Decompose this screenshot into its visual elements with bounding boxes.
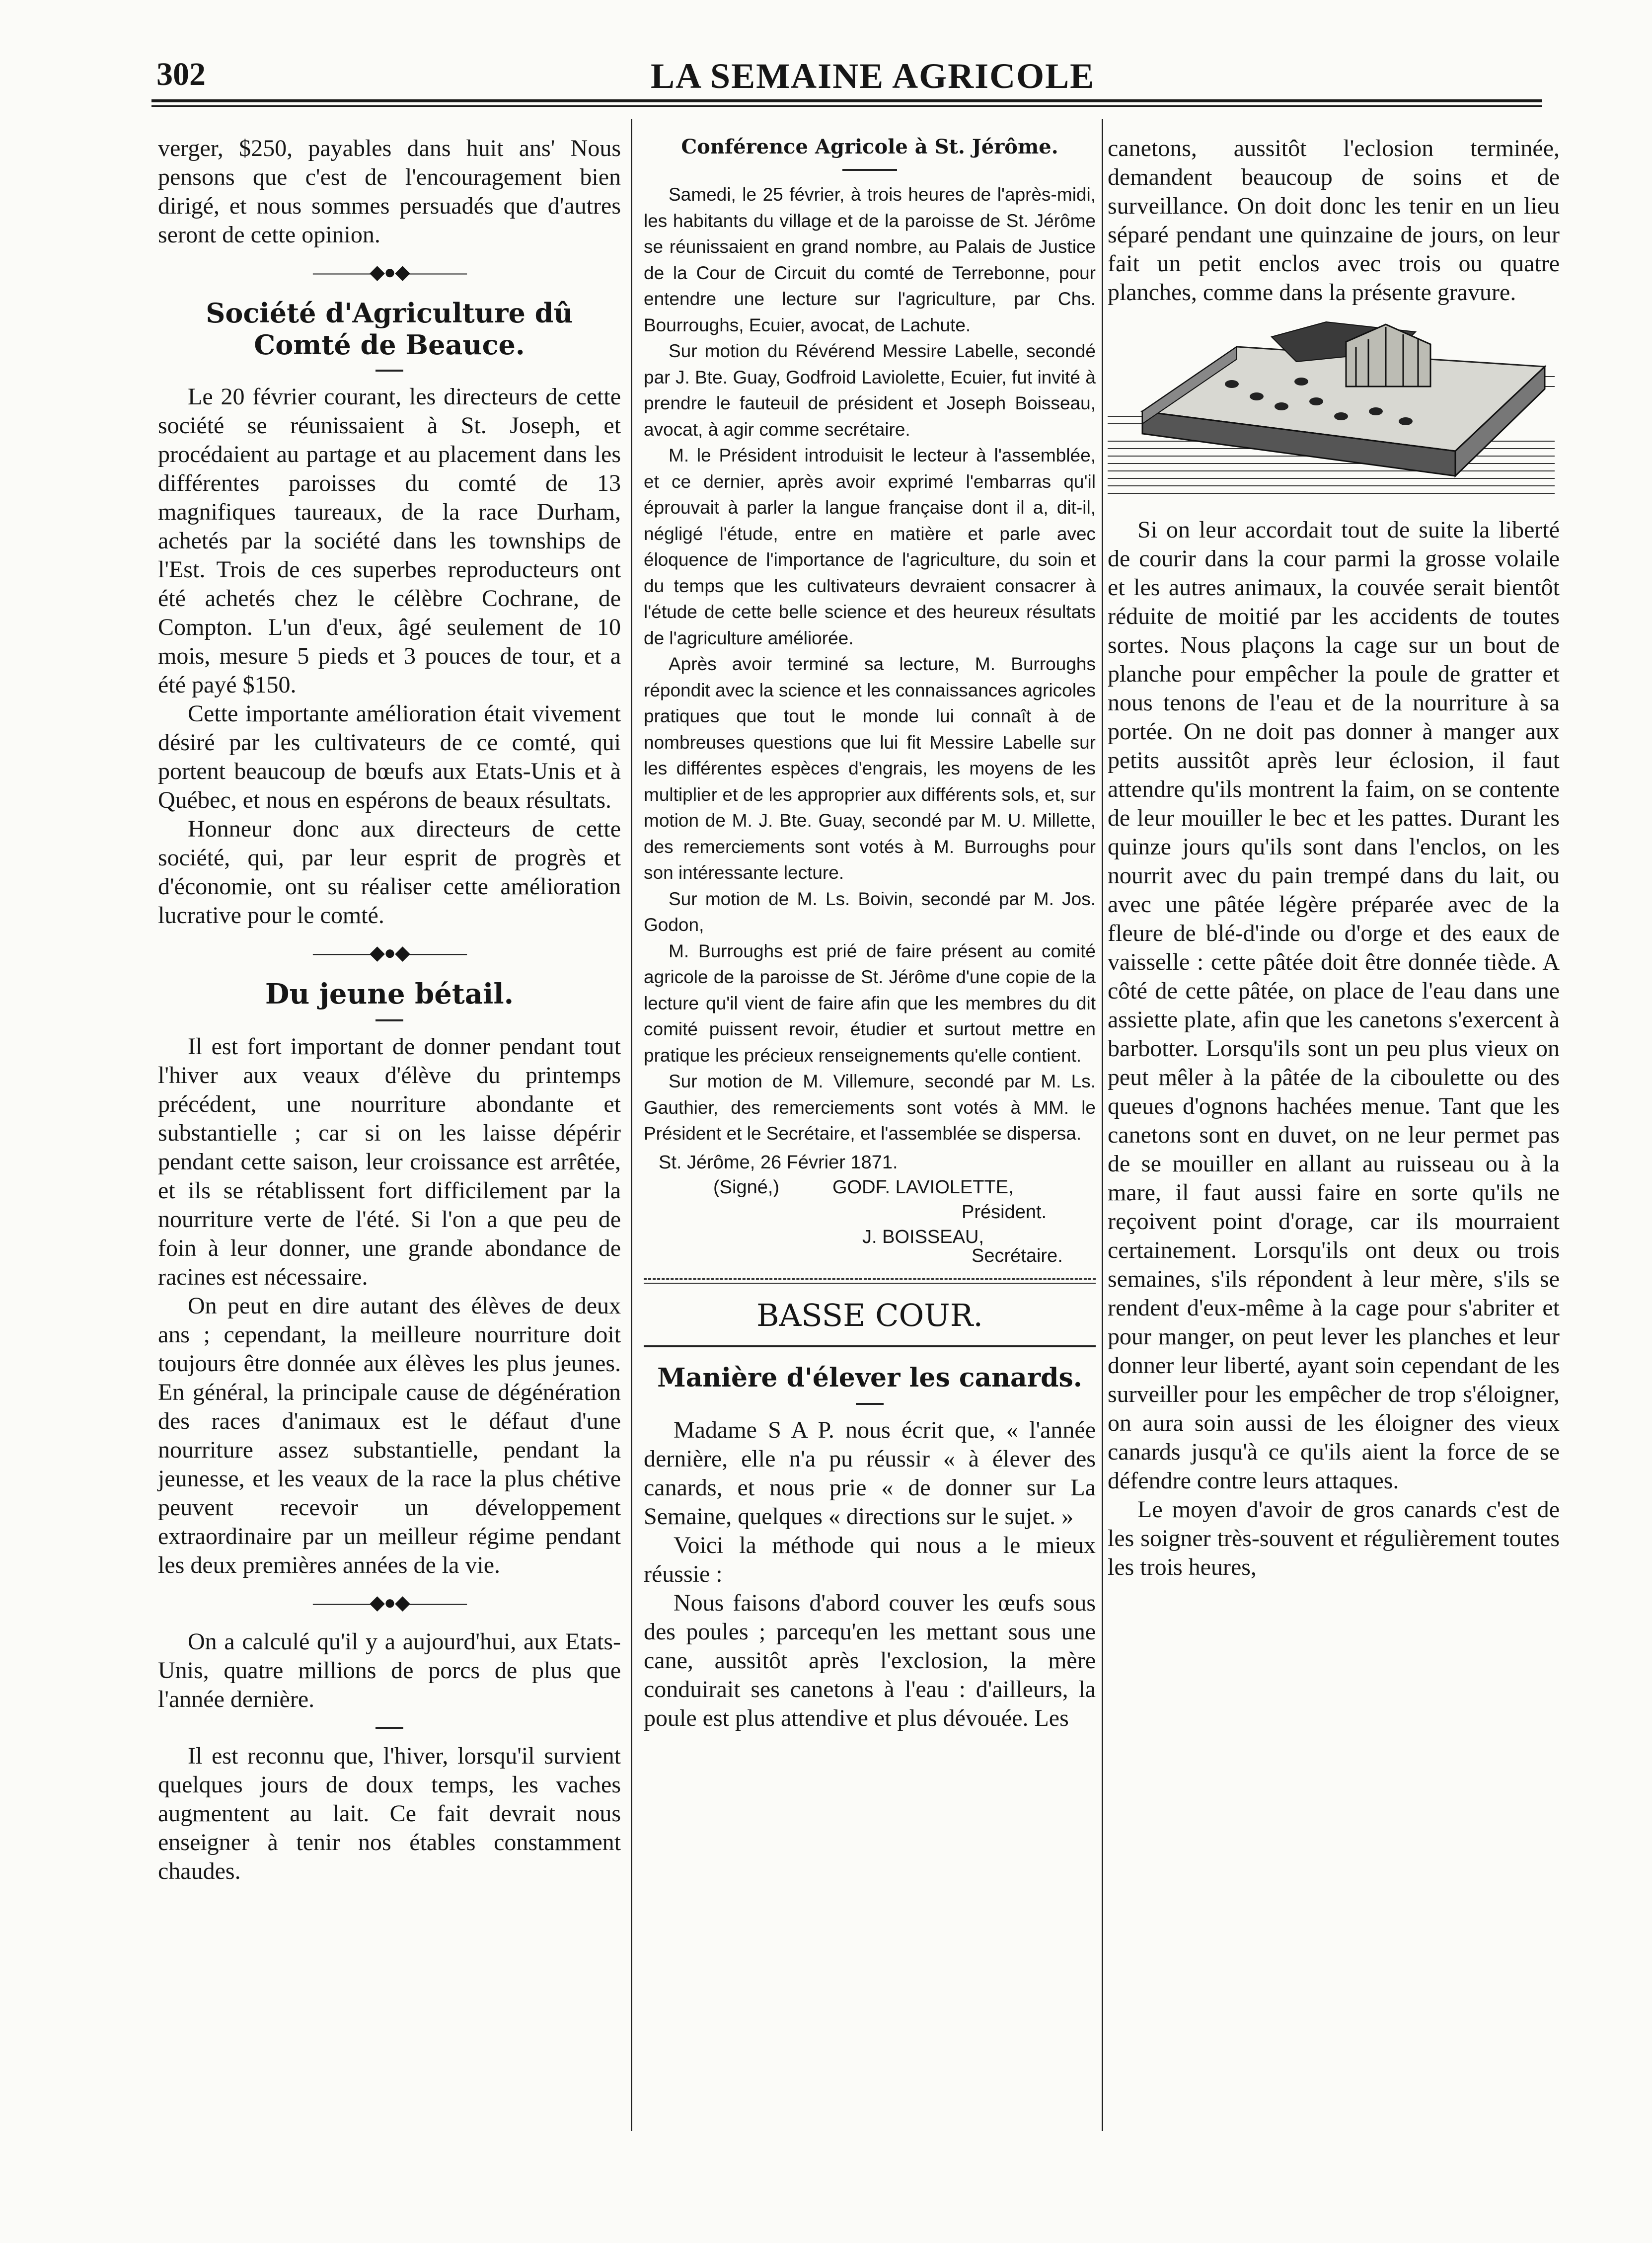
journal-title: LA SEMAINE AGRICOLE bbox=[651, 56, 1095, 96]
paragraph: Si on leur accordait tout de suite la liberté de courir dans la cour parmi la grosse volaile et les autres animaux, la couvée serait bientôt réduite de moitié par les accidents de toutes sortes. Nous plaçons la cage sur un bout de planche pour empêcher la poule de gratter et nous tenons de l'eau et de la nourriture à sa portée. On ne doit pas donner à manger aux petits aussitôt après leur éclosion, il faut attendre qu'ils montrent la faim, on se contente de leur mouiller le bec et les pattes. Durant les quinze jours qu'ils sont dans l'enclos, on les nourrit avec du pain trempé dans du lait, ou avec une pâtée légère préparée avec de la fleure de blé-d'inde ou d'orge et des eaux de vaisselle : cette pâtée doit être donnée tiède. A côté de cette pâtée, on place de l'eau dans une assiette plate, afin que les canetons s'exercent à barbotter. Lorsqu'ils sont un peu plus vieux on peut mêler à la pâtée de la ciboulette ou des queues d'ognons hachées menue. Tant que les canetons sont en duvet, on ne leur permet pas de se mouiller en allant au ruisseau ou à la mare, il faut aussi faire en sorte qu'ils ne reçoivent point d'orage, car ils mourraient certainement. Lorsqu'ils ont deux ou trois semaines, s'ils répondent à leur mère, s'ils se rendent d'eux-même à la cage pour s'abriter et pour manger, on peut lever les planches et leur donner leur liberté, ayant soin cependant de les surveiller pour les empêcher de trop s'éloigner, on aura soin aussi de les éloigner des vieux canards jusqu'à ce qu'ils aient la force de se défendre contre leurs attaques. bbox=[1108, 517, 1560, 1494]
ornament-divider: ———◆●◆——— bbox=[313, 261, 466, 283]
header-rule bbox=[151, 99, 1542, 102]
article-title: Manière d'élever les canards. bbox=[657, 1362, 1082, 1393]
article-title: Conférence Agricole à St. Jérôme. bbox=[681, 135, 1058, 158]
paragraph: M. le Président introduisit le lecteur à l'assemblée, et ce dernier, après avoir exprimé l'embarras qu'il éprouvait à parler la langue française dont il a, dit-il, négligé l'étude, entre en matière et parle avec éloquence de l'importance de l'agriculture, du soin et du temps que les cultivateurs devraient consacrer à l'étude de cette belle science et des heureux résultats de l'agriculture améliorée. bbox=[644, 445, 1096, 648]
dash-divider bbox=[842, 169, 897, 171]
paragraph: Sur motion de M. Villemure, secondé par M. Ls. Gauthier, des remerciements sont votés à MM. le Président et le Secrétaire, et l'assemblée se dispersa. bbox=[644, 1071, 1096, 1144]
article-title: Société d'Agriculture dû Comté de Beauce. bbox=[206, 297, 573, 361]
paragraph: Honneur donc aux directeurs de cette société, qui, par leur esprit de progrès et d'économie, ont su réaliser cette amélioration lucrative pour le comté. bbox=[158, 816, 621, 928]
paragraph: Madame S A P. nous écrit que, « l'année dernière, elle n'a pu réussir « à élever des canards, et nous prie « de donner sur La Semaine, quelques « directions sur le sujet. » bbox=[644, 1416, 1096, 1530]
paragraph: canetons, aussitôt l'eclosion terminée, demandent beaucoup de soins et de surveillance. On doit donc les tenir en un lieu séparé pendant une quinzaine de jours, on leur fait un petit enclos avec trois ou quatre planches, comme dans la présente gravure. bbox=[1108, 135, 1560, 306]
signatory-role: Président. bbox=[962, 1201, 1047, 1223]
dash-divider bbox=[856, 1403, 884, 1405]
paragraph: Il est reconnu que, l'hiver, lorsqu'il survient quelques jours de doux temps, les vaches augmentent au lait. Ce fait devrait nous enseigner à tenir nos étables constamment chaudes. bbox=[158, 1743, 621, 1884]
column-rule bbox=[1102, 119, 1103, 2131]
signatory-name: J. BOISSEAU, bbox=[862, 1226, 984, 1247]
paragraph: Sur motion de M. Ls. Boivin, secondé par M. Jos. Godon, bbox=[644, 888, 1096, 935]
paragraph: Nous faisons d'abord couver les œufs sous des poules ; parcequ'en les mettant sous une cane, aussitôt après l'exclosion, la mère conduirait ses canetons à l'eau : d'ailleurs, la poule est plus attendive et plus dévouée. Les bbox=[644, 1589, 1096, 1731]
signature-block bbox=[644, 1175, 1096, 1266]
paragraph: Cette importante amélioration était vivement désiré par les cultivateurs de ce comté, qui portent beaucoup de bœufs aux Etats-Unis et à Québec, et nous en espérons de beaux résultats. bbox=[158, 700, 621, 813]
section-rule bbox=[644, 1278, 1096, 1284]
paragraph: Voici la méthode qui nous a le mieux réussie : bbox=[644, 1532, 1096, 1587]
ornament-divider: ———◆●◆——— bbox=[313, 941, 466, 964]
column-rule bbox=[631, 119, 632, 2131]
paragraph: Le moyen d'avoir de gros canards c'est de les soigner très-souvent et régulièrement toutes les trois heures, bbox=[1108, 1496, 1560, 1580]
paragraph: On a calculé qu'il y a aujourd'hui, aux Etats-Unis, quatre millions de porcs de plus que l'année dernière. bbox=[158, 1628, 621, 1712]
dash-divider bbox=[375, 1019, 403, 1021]
ornament-divider: ———◆●◆——— bbox=[313, 1591, 466, 1614]
paragraph: verger, $250, payables dans huit ans' Nous pensons que c'est de l'encouragement bien dirigé, et nous sommes persuadés que d'autres seront de cette opinion. bbox=[158, 135, 621, 248]
column-middle bbox=[644, 134, 1096, 1733]
paragraph: M. Burroughs est prié de faire présent au comité agricole de la paroisse de St. Jérôme d'une copie de la lecture qu'il vient de faire afin que les membres du dit comité puissent revoir, étudier et surtout mettre en pratique les précieux renseignements qu'elle contient. bbox=[644, 940, 1096, 1066]
article-title: Du jeune bétail. bbox=[265, 978, 514, 1010]
signatory-role: Secrétaire. bbox=[972, 1245, 1063, 1266]
dash-divider bbox=[375, 1727, 403, 1729]
column-left bbox=[158, 134, 621, 1886]
dash-divider bbox=[375, 370, 403, 372]
paragraph: Samedi, le 25 février, à trois heures de l'après-midi, les habitants du village et de la paroisse de St. Jérôme se réunissaient en grand nombre, au Palais de Justice de la Cour de Circuit du comté de Terrebonne, pour entendre une lecture sur l'agriculture, par Chs. Bourroughs, Ecuier, avocat, de Lachute. bbox=[644, 184, 1096, 335]
signe-label: (Signé,) bbox=[713, 1176, 780, 1198]
section-title: BASSE COUR. bbox=[756, 1297, 983, 1333]
signatory-name: GODF. LAVIOLETTE, bbox=[832, 1176, 1014, 1198]
dateline: St. Jérôme, 26 Février 1871. bbox=[659, 1152, 898, 1173]
paragraph: Après avoir terminé sa lecture, M. Burroughs répondit avec la science et les connaissances agricoles pratiques que tout le monde lui connaît à de nombreuses questions que lui fit Messire Labelle sur les différentes espèces d'engrais, les moyens de les multiplier et de les approprier aux différents sols, et, sur motion de M. J. Bte. Guay, secondé par M. U. Millette, des remerciements sont votés à M. Burroughs pour son intéressante lecture. bbox=[644, 654, 1096, 883]
paragraph: Sur motion du Révérend Messire Labelle, secondé par J. Bte. Guay, Godfroid Laviolette, Ecuier, fut invité à prendre le fauteuil de président et Joseph Boisseau, avocat, à agir comme secrétaire. bbox=[644, 341, 1096, 440]
paragraph: On peut en dire autant des élèves de deux ans ; cependant, la meilleure nourriture doit toujours être donnée aux élèves les plus jeunes. En général, la principale cause de dégénération des races d'animaux est le défaut d'une nourriture assez substantielle, pendant la jeunesse, et les veaux de la race la plus chétive peuvent recevoir un développement extraordinaire par un meilleur régime pendant les deux premières années de la vie. bbox=[158, 1293, 621, 1578]
paragraph: Le 20 février courant, les directeurs de cette société se réunissaient à St. Joseph, et procédaient au partage et au placement dans les différentes paroisses du comté de 13 magnifiques taureaux, de la race Durham, achetés par la société dans les townships de l'Est. Trois de ces superbes reproducteurs ont été achetés chez le célèbre Cochrane, de Compton. L'un d'eux, âgé seulement de 10 mois, mesure 5 pieds et 3 pouces de tour, et a été payé $150. bbox=[158, 384, 621, 698]
header-rule-thin bbox=[151, 105, 1542, 107]
section-rule bbox=[644, 1345, 1096, 1347]
column-right bbox=[1108, 134, 1560, 1582]
page-number: 302 bbox=[156, 56, 206, 92]
duck-pen-engraving bbox=[1108, 317, 1555, 501]
paragraph: Il est fort important de donner pendant tout l'hiver aux veaux d'élève du printemps précédent, une nourriture abondante et substantielle ; car si on les laisse dépérir pendant cette saison, leur croissance est arrêtée, et ils se rétablissent fort difficilement par la nourriture verte de l'été. Si l'on a que peu de foin à leur donner, une grande abondance de racines est nécessaire. bbox=[158, 1033, 621, 1290]
